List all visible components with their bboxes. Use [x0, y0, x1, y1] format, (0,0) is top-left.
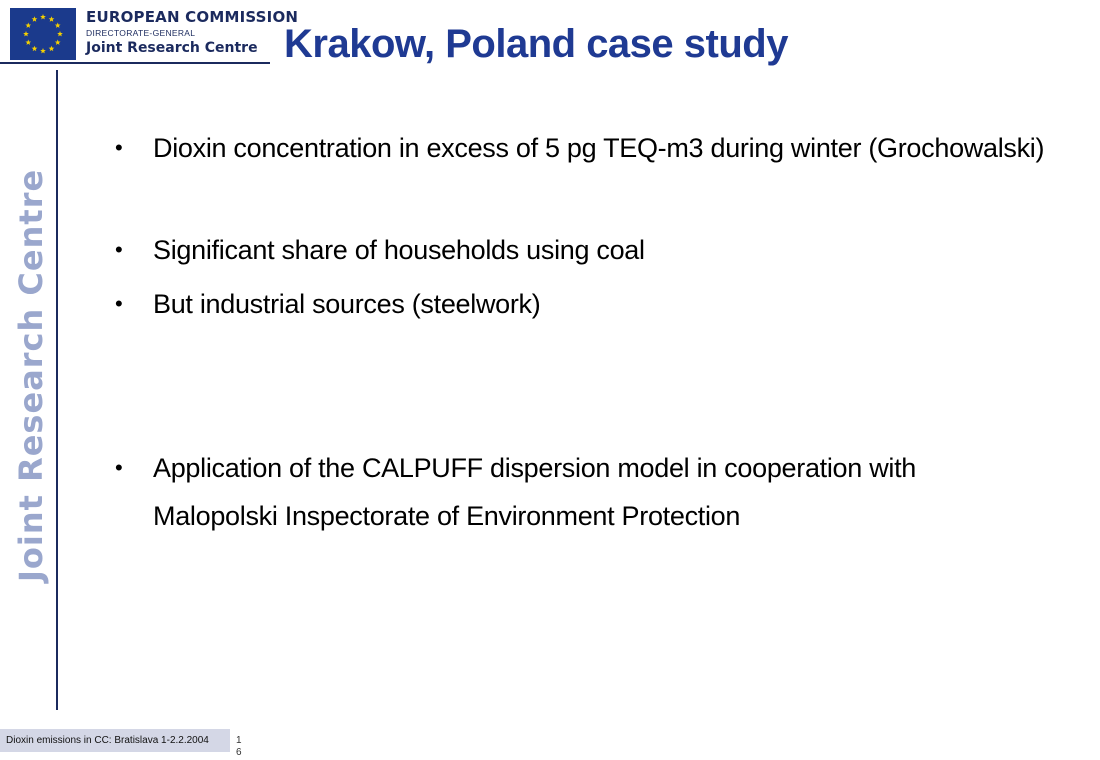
- bullet-item: [115, 232, 1053, 268]
- page-number: 16: [236, 735, 242, 758]
- bullet-text: Dioxin concentration in excess of 5 pg TEQ-m3 during winter (Grochowalski): [153, 133, 1045, 163]
- page-title: Krakow, Poland case study: [284, 22, 788, 66]
- footer-caption: Dioxin emissions in CC: Bratislava 1-2.2.2004: [0, 729, 230, 752]
- bullet-item: [115, 286, 1053, 322]
- organization-name: EUROPEAN COMMISSION: [86, 8, 299, 26]
- bullet-glyph: •: [115, 291, 123, 316]
- eu-flag-icon: [10, 8, 76, 60]
- bullet-item: [115, 130, 1053, 166]
- centre-name: Joint Research Centre: [86, 39, 258, 56]
- bullet-glyph: •: [115, 455, 123, 480]
- side-brand-label: Joint Research Centre: [12, 168, 50, 582]
- bullet-glyph: •: [115, 237, 123, 262]
- bullet-item: [115, 444, 1053, 540]
- bullet-text: Significant share of households using coal: [153, 235, 645, 265]
- ec-logo: [10, 8, 298, 60]
- bullet-text: But industrial sources (steelwork): [153, 289, 541, 319]
- bullet-glyph: •: [115, 135, 123, 160]
- side-divider: [56, 70, 58, 710]
- directorate-label: DIRECTORATE-GENERAL: [86, 28, 196, 38]
- bullet-text: Application of the CALPUFF dispersion model in cooperation with Malopolski Inspectorate of Environment Protection: [153, 453, 931, 531]
- header-divider: [0, 62, 270, 64]
